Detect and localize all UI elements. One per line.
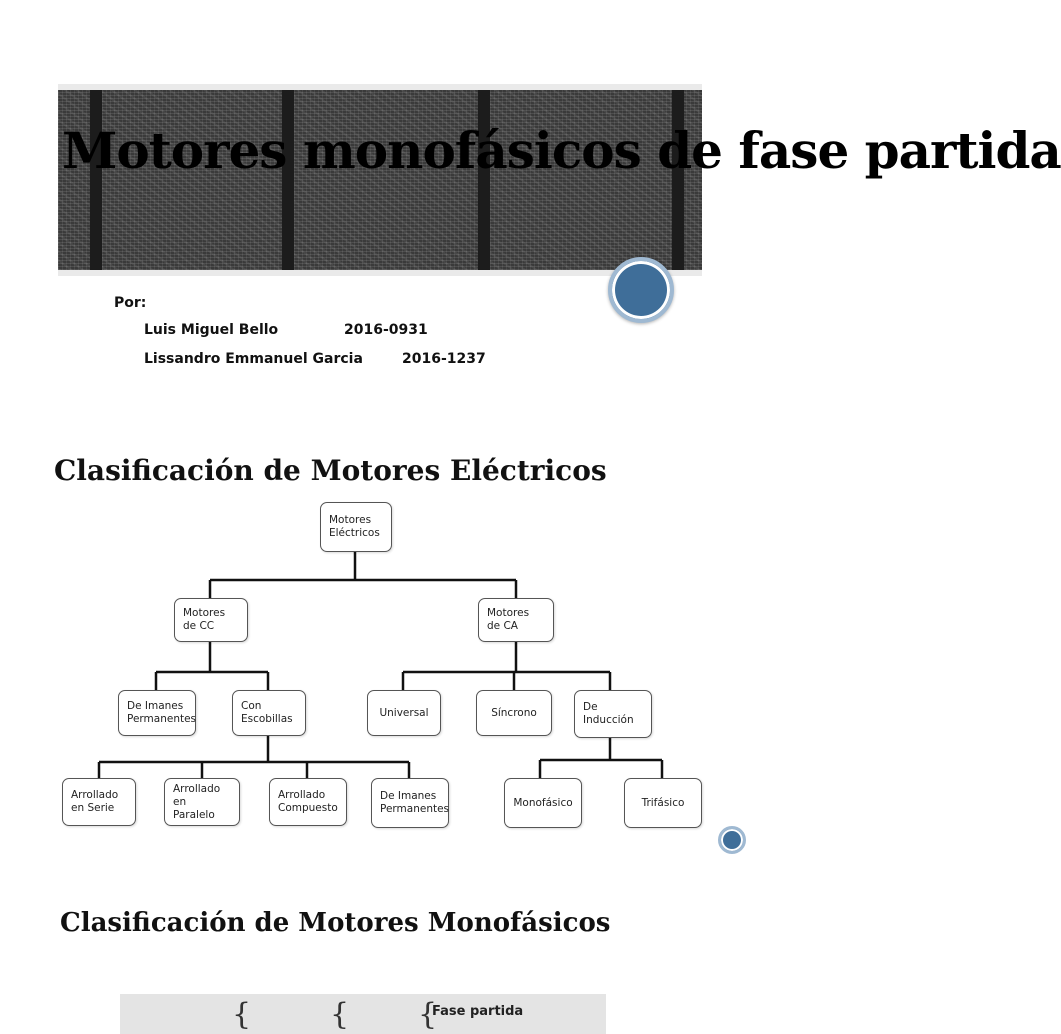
slide-heading-electric-motors: Clasificación de Motores Eléctricos xyxy=(54,454,607,487)
author-id: 2016-1237 xyxy=(402,351,486,367)
tree-node-trifasico: Trifásico xyxy=(624,778,702,828)
scanned-diagram xyxy=(120,994,606,1034)
scan-label-fase-partida: Fase partida xyxy=(432,1004,524,1019)
brace-glyph: { xyxy=(232,997,252,1032)
tree-node-monofasico: Monofásico xyxy=(504,778,582,828)
tree-node-imanes-permanentes: De Imanes Permanentes xyxy=(118,690,196,736)
decorative-circle xyxy=(718,826,746,854)
author-name: Lissandro Emmanuel Garcia xyxy=(144,351,363,367)
tree-node-con-escobillas: Con Escobillas xyxy=(232,690,306,736)
tree-node-sincrono: Síncrono xyxy=(476,690,552,736)
slide-heading-single-phase-motors: Clasificación de Motores Monofásicos xyxy=(60,908,611,938)
tree-node-induccion: De Inducción xyxy=(574,690,652,738)
author-name: Luis Miguel Bello xyxy=(144,322,279,338)
tree-node-universal: Universal xyxy=(367,690,441,736)
brace-glyph: { xyxy=(418,997,438,1032)
presentation-title: Motores monofásicos de fase partida xyxy=(62,121,1061,180)
por-label: Por: xyxy=(114,295,147,311)
tree-node-arrollado-paralelo: Arrollado en Paralelo xyxy=(164,778,240,826)
tree-node-motores-ca: Motores de CA xyxy=(478,598,554,642)
tree-node-arrollado-serie: Arrollado en Serie xyxy=(62,778,136,826)
brace-glyph: { xyxy=(330,997,350,1032)
author-id: 2016-0931 xyxy=(344,322,428,338)
tree-node-motores-electricos: Motores Eléctricos xyxy=(320,502,392,552)
tree-node-imanes-permanentes-2: De Imanes Permanentes xyxy=(371,778,449,828)
tree-node-motores-cc: Motores de CC xyxy=(174,598,248,642)
tree-node-arrollado-compuesto: Arrollado Compuesto xyxy=(269,778,347,826)
